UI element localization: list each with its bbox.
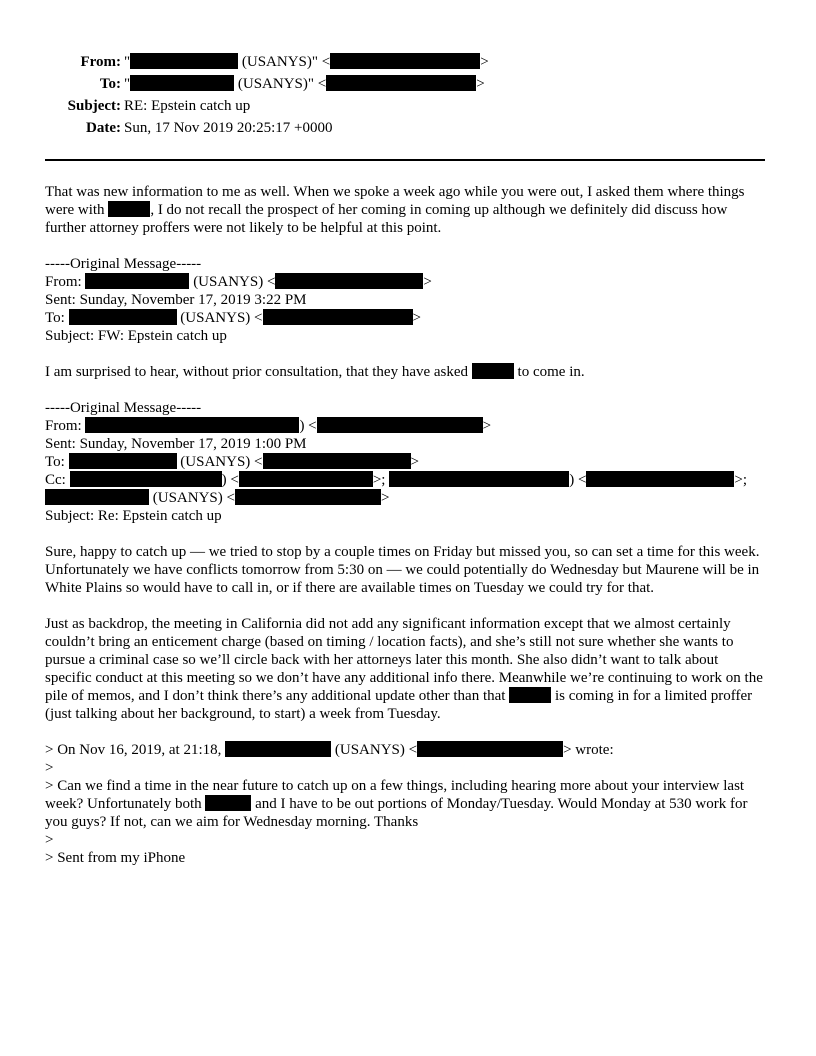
quote-mark: " (124, 76, 131, 92)
header-from-row (0, 53, 816, 75)
header-to-row (0, 75, 816, 97)
redaction-box (69, 309, 177, 325)
orig2-p2-b: is coming in for a limited proffer (just talking about her background, to start) a week from Tuesday. (45, 688, 753, 722)
redaction-box (130, 75, 234, 91)
redaction-box (225, 741, 331, 757)
quoted-msg-a: > Can we find a time in the near future to catch up on a few things, including hearing more about your interview last week? Unfortunately both (45, 778, 745, 812)
redaction-box (130, 53, 238, 69)
close-angle: > (412, 310, 421, 326)
redaction-box (509, 687, 551, 703)
close-angle: > (476, 76, 485, 92)
quoted-message (45, 777, 767, 831)
orig2-cc-cont (45, 489, 767, 507)
header-to-value (124, 75, 485, 93)
reply-text-a: That was new information to me as well. When we spoke a week ago while you were out, I asked them where things were with (45, 184, 745, 218)
orig2-subject: Subject: Re: Epstein catch up (45, 508, 222, 524)
orig1-to (45, 309, 767, 327)
quoted-msg-b: and I have to be out portions of Monday/Tuesday. Would Monday at 530 work for you guys? If not, can we aim for Wednesday morning. Thanks (45, 796, 748, 830)
orig2-sent: Sent: Sunday, November 17, 2019 1:00 PM (45, 436, 307, 452)
header-subject-label: Subject: (67, 98, 121, 114)
quoted-intro (45, 741, 767, 759)
orig1-subject: Subject: FW: Epstein catch up (45, 328, 227, 344)
reply-text-b: , I do not recall the prospect of her coming in coming up although we definitely did discuss how further attorney proffers were not likely to be helpful at this point. (45, 202, 728, 236)
quoted-signature: > Sent from my iPhone (45, 850, 186, 866)
open-angle: < (321, 54, 331, 70)
header-divider (45, 159, 765, 161)
redaction-box (263, 309, 413, 325)
open-angle: < (317, 76, 327, 92)
redaction-box (275, 273, 423, 289)
redaction-box (108, 201, 150, 217)
orig2-paragraph-1: Sure, happy to catch up — we tried to stop by a couple times on Friday but missed you, so can set a time for this week. Unfortunately we have conflicts tomorrow from 5:30 on — we could potentially do Wednesday but Maurene will be in White Plains so would have to call in, or if there are available times on Tuesday we could try for that. (45, 544, 760, 596)
orig2-cc (45, 471, 767, 489)
header-date-row (0, 119, 816, 141)
header-to-org: (USANYS)" (237, 76, 315, 92)
quoted-intro-a: > On Nov 16, 2019, at 21:18, (45, 742, 222, 758)
paren-angle: ) < (299, 418, 317, 434)
header-subject-row (0, 97, 816, 119)
quoted-intro-org: (USANYS) < (334, 742, 418, 758)
redaction-box (239, 471, 373, 487)
header-to-label: To: (99, 76, 121, 92)
quoted-blank-2: > (45, 832, 54, 848)
header-from-org: (USANYS)" (241, 54, 319, 70)
close-angle: > (482, 418, 492, 434)
angle-semi: >; (734, 472, 748, 488)
orig1-body-b: to come in. (517, 364, 585, 380)
close-angle: > (380, 490, 390, 506)
redaction-box (472, 363, 514, 379)
redaction-box (69, 453, 177, 469)
header-subject-value: RE: Epstein catch up (124, 98, 251, 114)
redaction-box (70, 471, 222, 487)
quoted-blank-1: > (45, 760, 54, 776)
redaction-box (85, 417, 299, 433)
header-date-value: Sun, 17 Nov 2019 20:25:17 +0000 (124, 120, 333, 136)
orig1-marker: -----Original Message----- (45, 256, 202, 272)
close-angle: > (480, 54, 489, 70)
orig1-body-a: I am surprised to hear, without prior consultation, that they have asked (45, 364, 469, 380)
email-header (0, 53, 816, 141)
redaction-box (586, 471, 734, 487)
orig2-paragraph-2 (45, 615, 767, 723)
reply-paragraph (45, 183, 767, 237)
orig2-cc-org: (USANYS) < (152, 490, 235, 506)
quote-mark: " (124, 54, 131, 70)
redaction-box (326, 75, 476, 91)
orig1-from-label: From: (45, 274, 82, 290)
redaction-box (235, 489, 381, 505)
orig1-body (45, 363, 767, 381)
close-angle: > (423, 274, 432, 290)
redaction-box (205, 795, 251, 811)
orig1-to-org: (USANYS) < (180, 310, 263, 326)
orig1-from-org: (USANYS) < (193, 274, 276, 290)
header-from-label: From: (80, 54, 121, 70)
redaction-box (317, 417, 483, 433)
orig2-to-label: To: (45, 454, 65, 470)
paren-angle: ) < (569, 472, 587, 488)
email-body (45, 183, 767, 867)
redaction-box (330, 53, 480, 69)
orig2-from-label: From: (45, 418, 82, 434)
orig1-sent: Sent: Sunday, November 17, 2019 3:22 PM (45, 292, 307, 308)
orig2-to-org: (USANYS) < (180, 454, 263, 470)
redaction-box (263, 453, 411, 469)
quoted-intro-b: > wrote: (563, 742, 614, 758)
orig1-to-label: To: (45, 310, 65, 326)
orig1-from (45, 273, 767, 291)
redaction-box (45, 489, 149, 505)
angle-semi: >; (372, 472, 386, 488)
orig2-cc-label: Cc: (45, 472, 66, 488)
redaction-box (85, 273, 189, 289)
redaction-box (389, 471, 569, 487)
redaction-box (417, 741, 563, 757)
orig2-p2-a: Just as backdrop, the meeting in California did not add any significant information except that we almost certainly couldn’t bring an enticement charge (based on timing / location facts), and she’s still not sure whether she wants to pursue a criminal case so we’ll circle back with her attorneys later this month. She also didn’t want to talk about specific conduct at this meeting so we don’t have any additional info there. Meanwhile we’re continuing to work on the pile of memos, and I don’t think there’s any additional update other than that (45, 616, 763, 704)
close-angle: > (410, 454, 419, 470)
header-date-label: Date: (86, 120, 121, 136)
orig2-marker: -----Original Message----- (45, 400, 202, 416)
paren-angle: ) < (221, 472, 239, 488)
orig2-to (45, 453, 767, 471)
orig2-from (45, 417, 767, 435)
header-from-value (124, 53, 489, 71)
